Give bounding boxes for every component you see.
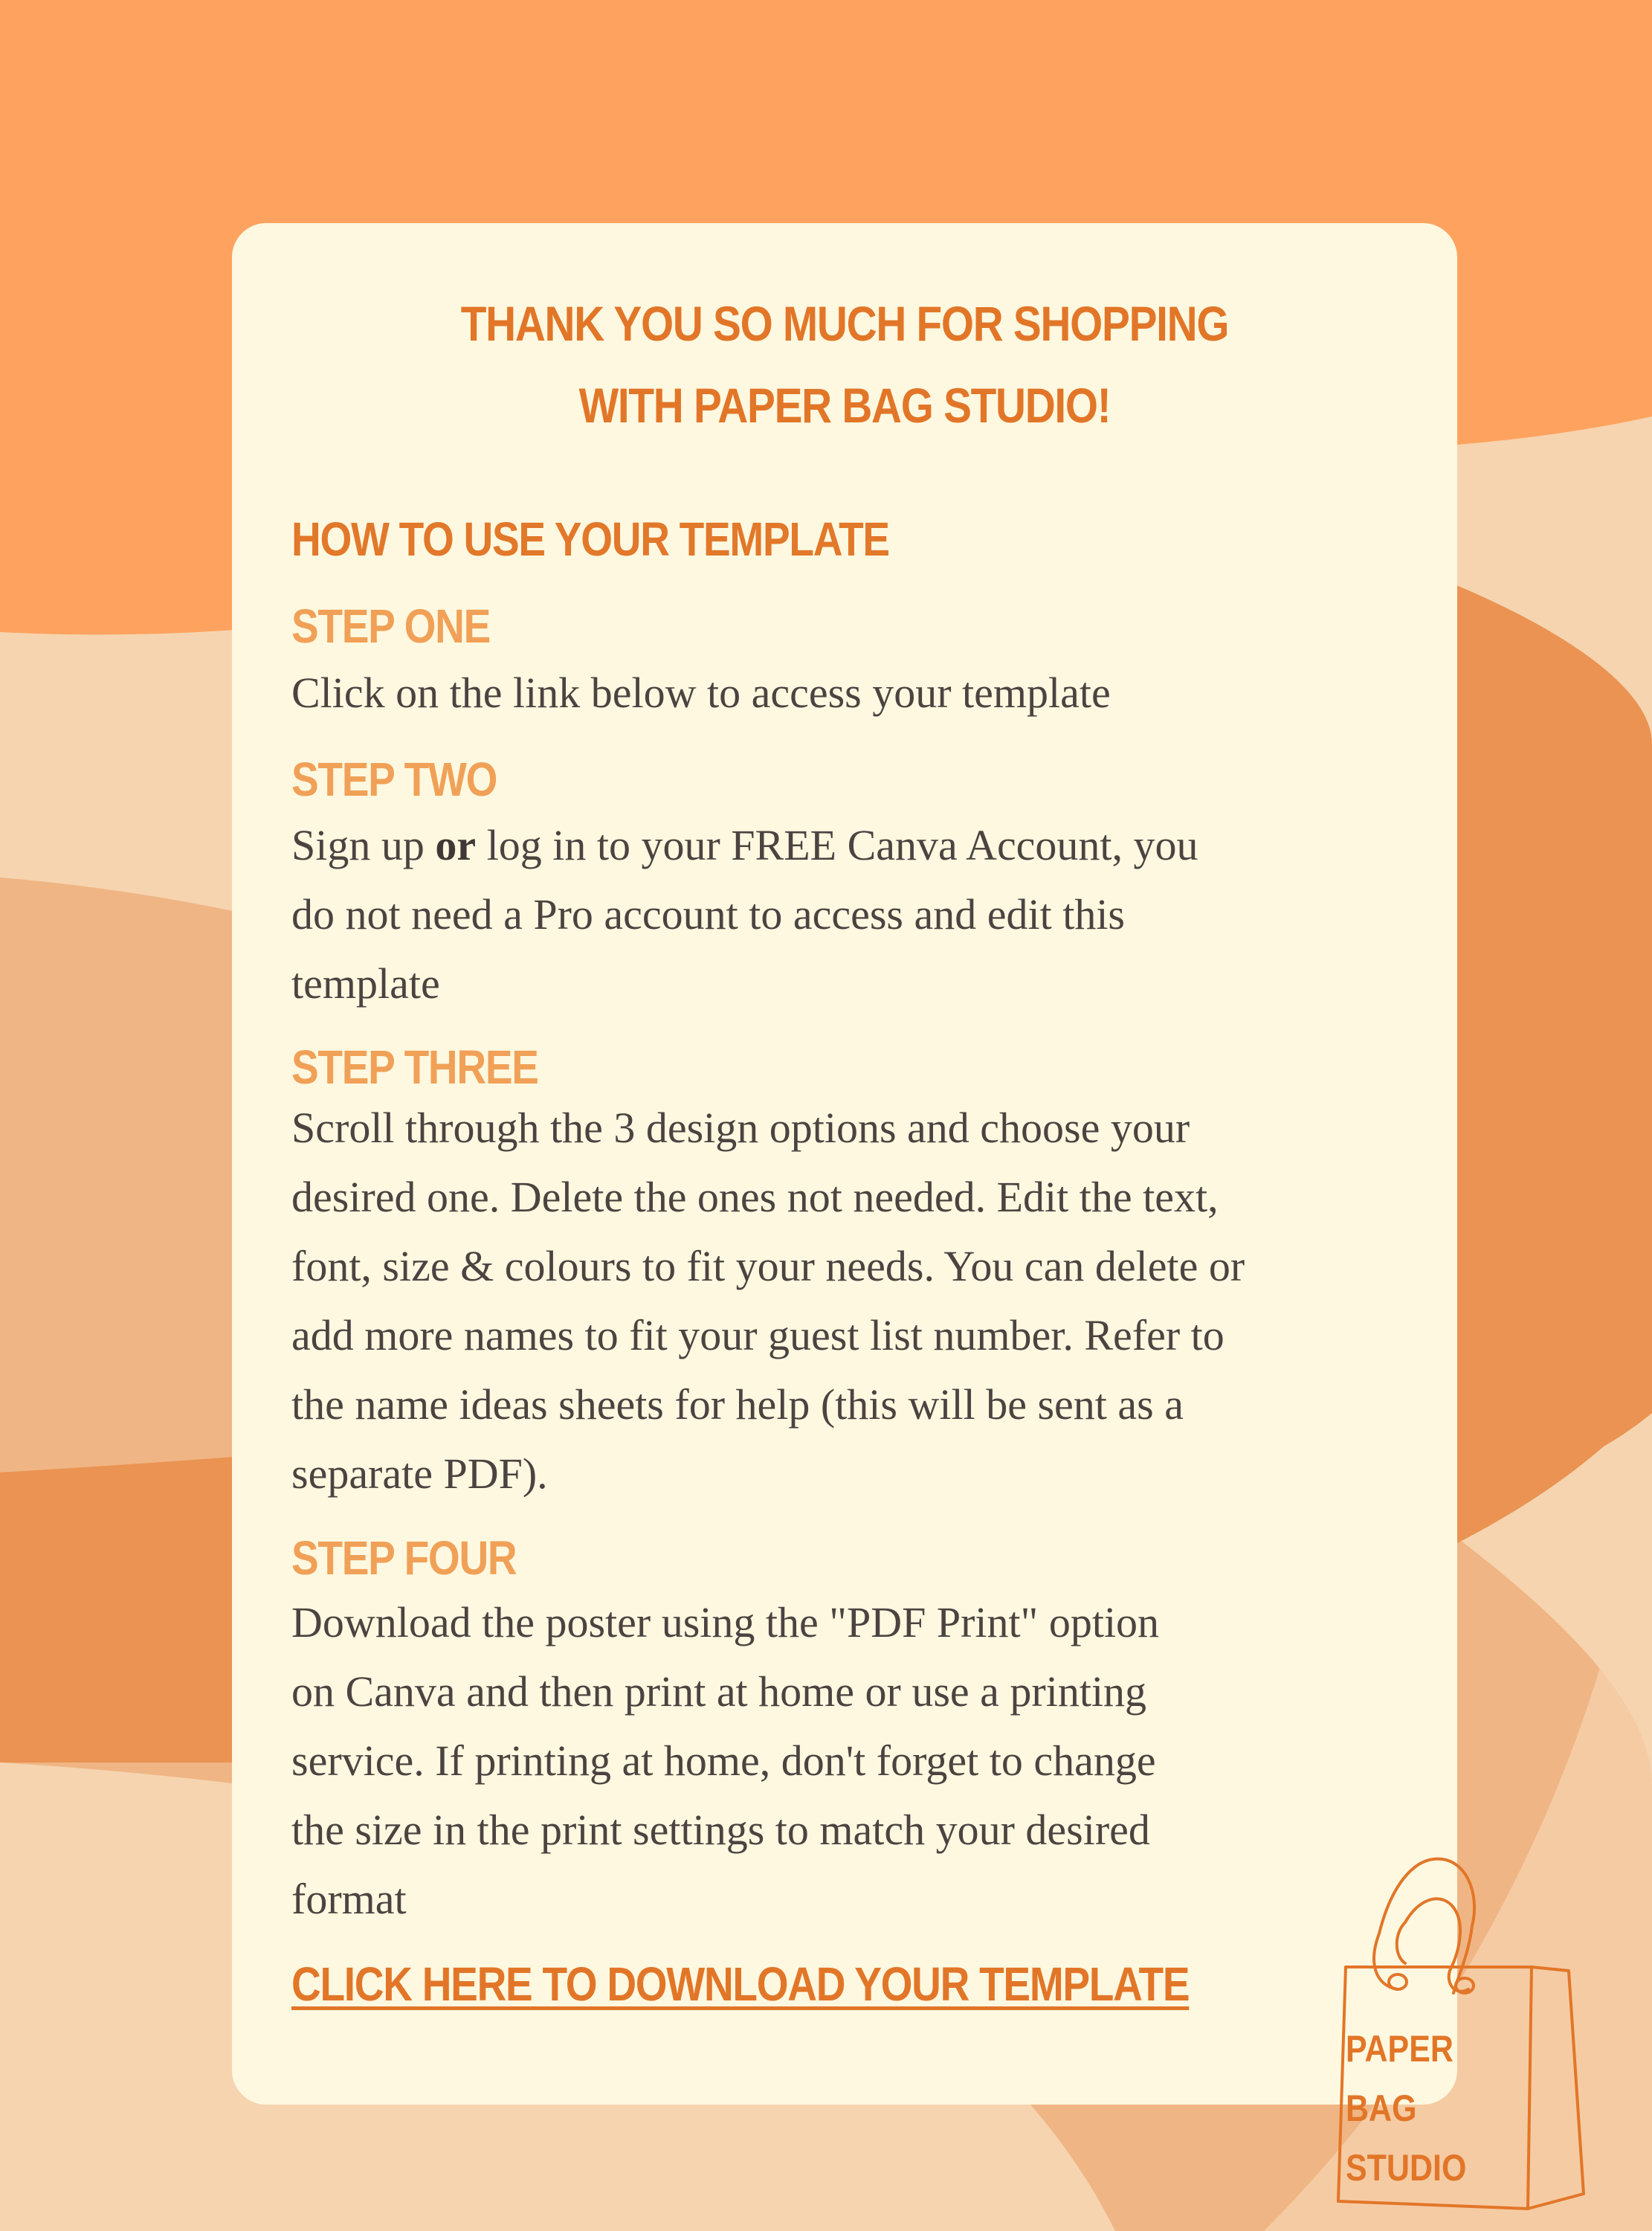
step-two-text-pre: Sign up xyxy=(291,821,436,869)
step-three-line-6: separate PDF). xyxy=(291,1449,548,1498)
step-three-line-5: the name ideas sheets for help (this will be sent as a xyxy=(291,1380,1184,1429)
step-four-text xyxy=(291,1588,1422,1934)
step-three-line-2: desired one. Delete the ones not needed. Edit the text, xyxy=(291,1173,1219,1221)
step-two-line-1 xyxy=(291,811,1422,880)
thank-you-heading-line2: WITH PAPER BAG STUDIO! xyxy=(578,378,1111,433)
step-three-title: STEP THREE xyxy=(291,1040,538,1094)
step-one-title: STEP ONE xyxy=(291,599,491,653)
logo-text-bag: BAG xyxy=(1346,2087,1417,2129)
step-four-line-1: Download the poster using the "PDF Print" option xyxy=(291,1598,1160,1646)
step-two-line-2: do not need a Pro account to access and edit this xyxy=(291,890,1126,939)
step-one-line: Click on the link below to access your template xyxy=(291,669,1111,717)
step-two-line-3: template xyxy=(291,959,440,1008)
step-two-text-post: log in to your FREE Canva Account, you xyxy=(476,821,1198,869)
thank-you-heading-line1: THANK YOU SO MUCH FOR SHOPPING xyxy=(460,296,1229,351)
how-to-title: HOW TO USE YOUR TEMPLATE xyxy=(291,512,889,566)
step-three-line-4: add more names to fit your guest list number. Refer to xyxy=(291,1311,1225,1359)
step-four-line-5: format xyxy=(291,1875,407,1923)
step-four-line-2: on Canva and then print at home or use a printing xyxy=(291,1667,1147,1716)
step-three-line-3: font, size & colours to fit your needs. You can delete or xyxy=(291,1242,1245,1290)
step-two-text xyxy=(291,811,1422,1018)
logo-text-paper: PAPER xyxy=(1346,2028,1453,2070)
step-three-text xyxy=(291,1093,1422,1508)
step-four-title: STEP FOUR xyxy=(291,1531,517,1585)
step-two-title: STEP TWO xyxy=(291,753,497,806)
download-template-link[interactable]: CLICK HERE TO DOWNLOAD YOUR TEMPLATE xyxy=(291,1957,1190,2011)
step-four-line-4: the size in the print settings to match your desired xyxy=(291,1806,1150,1854)
step-two-bold-or: or xyxy=(435,821,477,869)
instructions-card xyxy=(232,223,1457,2105)
step-one-text xyxy=(291,658,1422,727)
logo-text-studio: STUDIO xyxy=(1346,2147,1467,2189)
step-four-line-3: service. If printing at home, don't forget to change xyxy=(291,1736,1156,1785)
step-three-line-1: Scroll through the 3 design options and choose your xyxy=(291,1104,1190,1152)
